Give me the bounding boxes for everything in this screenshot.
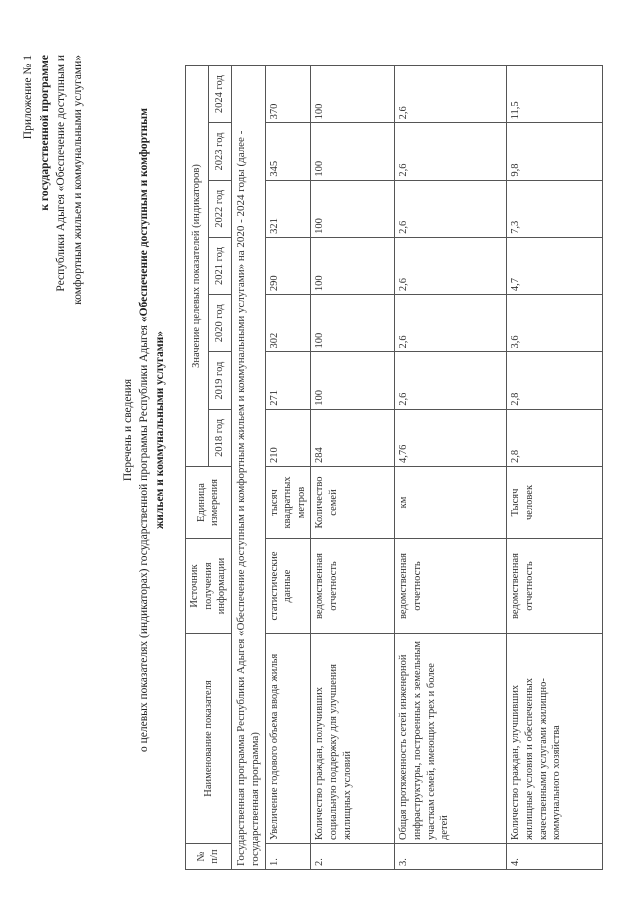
row-value: 100 [311,180,395,237]
row-value: 2,8 [507,352,603,409]
row-value: 2,6 [395,180,507,237]
row-value: 9,8 [507,123,603,180]
row-value: 4,7 [507,237,603,294]
row-name: Увеличение годового объема ввода жилья [265,634,311,844]
row-value: 284 [311,409,395,466]
row-value: 100 [311,352,395,409]
row-value: 100 [311,237,395,294]
header-year: 2021 год [208,237,231,294]
header-num: № п/п [186,844,232,870]
row-value: 100 [311,66,395,123]
annex-line3: Республики Адыгея «Обеспечение доступным и [55,55,68,292]
program-title: Государственная программа Республики Адыгея «Обеспечение доступным и комфортным жильем и коммунальными услугами» на 2020 - 2024 годы (далее - государственная программа) [231,66,265,870]
header-year: 2020 год [208,295,231,352]
row-unit: тысяч квадратных метров [265,467,311,539]
row-value: 3,6 [507,295,603,352]
row-num: 2. [311,844,395,870]
row-num: 4. [507,844,603,870]
annex-line4: комфортным жильем и коммунальными услугами» [72,55,85,305]
row-source: статистические данные [265,539,311,634]
row-value: 290 [265,237,311,294]
row-value: 4,76 [395,409,507,466]
row-value: 2,6 [395,295,507,352]
row-source: ведомственная отчетность [395,539,507,634]
row-value: 370 [265,66,311,123]
row-name: Количество граждан, улучшивших жилищные условия и обеспеченных качественными услугами жилищно-коммунального хозяйства [507,634,603,844]
header-source: Источник получения информации [186,539,232,634]
row-value: 2,6 [395,237,507,294]
header-year: 2022 год [208,180,231,237]
row-value: 2,6 [395,66,507,123]
annex-block [20,55,87,305]
header-year: 2024 год [208,66,231,123]
heading-line2: о целевых показателях (индикаторах) государственной программы Республики Адыгея «Обеспечение доступным и комфортным [138,108,151,753]
row-value: 2,6 [395,352,507,409]
table-row [395,66,507,870]
table-row [265,66,311,870]
document-heading [120,45,168,815]
annex-title: Приложение № 1 [22,55,34,140]
row-unit: Количество семей [311,467,395,539]
header-unit: Единица измерения [186,467,232,539]
row-value: 100 [311,123,395,180]
heading-line3: жильем и коммунальными услугами» [154,330,167,530]
header-year: 2023 год [208,123,231,180]
row-value: 7,3 [507,180,603,237]
row-value: 2,8 [507,409,603,466]
row-num: 3. [395,844,507,870]
annex-line2: к государственной программе [38,55,51,211]
header-year: 2019 год [208,352,231,409]
row-value: 100 [311,295,395,352]
row-source: ведомственная отчетность [507,539,603,634]
row-num: 1. [265,844,311,870]
row-value: 321 [265,180,311,237]
header-year: 2018 год [208,409,231,466]
row-value: 271 [265,352,311,409]
row-value: 302 [265,295,311,352]
row-name: Количество граждан, получивших социальную поддержку для улучшения жилищных условий [311,634,395,844]
row-value: 11,5 [507,66,603,123]
indicators-table [185,65,603,870]
header-values-group: Значение целевых показателей (индикаторов) [186,66,209,467]
program-row [231,66,265,870]
row-value: 345 [265,123,311,180]
table-row [507,66,603,870]
table-row [311,66,395,870]
row-value: 210 [265,409,311,466]
row-unit: км [395,467,507,539]
heading-line1: Перечень и сведения [122,378,134,482]
row-source: ведомственная отчетность [311,539,395,634]
header-name: Наименование показателя [186,634,232,844]
row-name: Общая протяженность сетей инженерной инфраструктуры, построенных к земельным участкам семей, имеющих трех и более детей [395,634,507,844]
row-value: 2,6 [395,123,507,180]
row-unit: Тысяч человек [507,467,603,539]
